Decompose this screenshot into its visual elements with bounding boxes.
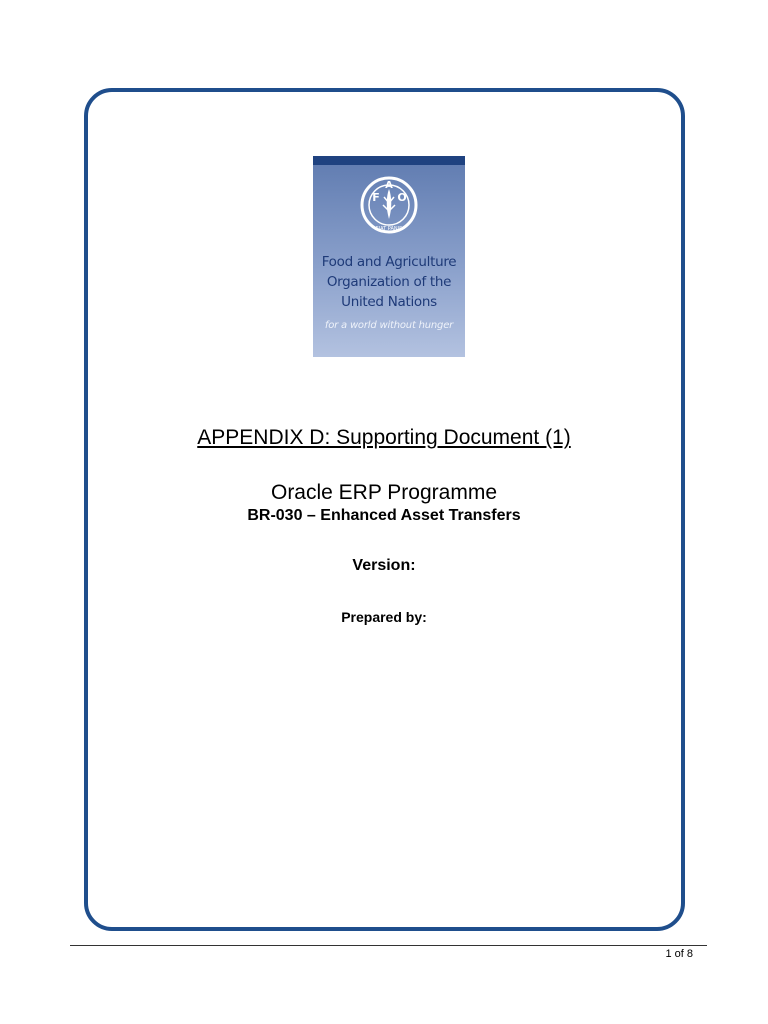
document-subtitle: BR-030 – Enhanced Asset Transfers [247,507,521,524]
version-label: Version: [352,557,416,574]
programme-title: Oracle ERP Programme [270,481,498,504]
fao-emblem-icon [359,175,419,235]
fao-logo [313,156,465,357]
emblem-letter-o: O [397,191,407,204]
footer-divider [70,945,707,946]
appendix-heading: APPENDIX D: Supporting Document (1) [197,426,571,449]
emblem-letter-f: F [372,191,380,204]
logo-line-1: Food and Agriculture [321,254,457,270]
emblem-motto: FIAT PANIS [375,226,403,232]
logo-top-bar [313,156,465,165]
page-number: 1 of 8 [665,948,693,960]
logo-line-3: United Nations [341,294,437,310]
emblem-letter-a: A [385,180,393,191]
logo-tagline: for a world without hunger [324,320,454,331]
logo-line-2: Organization of the [326,274,452,290]
prepared-by-label: Prepared by: [341,609,427,625]
